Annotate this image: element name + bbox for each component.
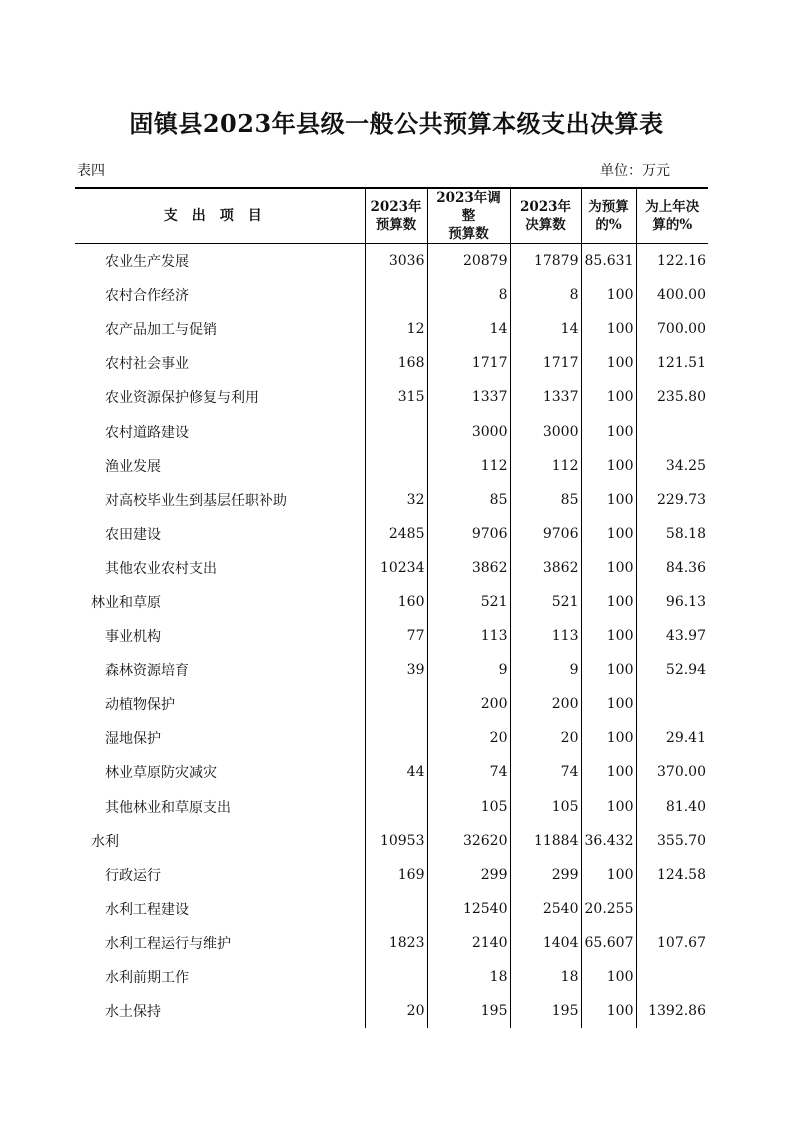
table-row <box>75 858 708 892</box>
cell-final-account: 14 <box>510 312 581 346</box>
cell-final-account: 113 <box>510 619 581 653</box>
cell-pct-last-year: 34.25 <box>636 449 708 483</box>
cell-budget: 10234 <box>365 551 427 585</box>
cell-final-account: 85 <box>510 483 581 517</box>
row-name: 水土保持 <box>105 1004 161 1021</box>
cell-budget <box>365 892 427 926</box>
row-name: 农业资源保护修复与利用 <box>105 390 259 407</box>
table-row <box>75 380 708 414</box>
row-name: 林业和草原 <box>91 594 161 611</box>
cell-final-account: 1717 <box>510 346 581 380</box>
cell-budget: 44 <box>365 755 427 789</box>
cell-final-account: 200 <box>510 687 581 721</box>
row-name: 其他林业和草原支出 <box>105 799 231 816</box>
row-name: 农村社会事业 <box>105 356 189 373</box>
cell-pct-last-year <box>636 414 708 448</box>
cell-pct-budget: 100 <box>581 483 636 517</box>
cell-pct-budget: 36.432 <box>581 824 636 858</box>
cell-pct-budget: 100 <box>581 414 636 448</box>
cell-budget <box>365 687 427 721</box>
cell-budget <box>365 790 427 824</box>
cell-pct-budget: 100 <box>581 960 636 994</box>
cell-pct-last-year: 1392.86 <box>636 994 708 1028</box>
header-pct-budget: 为预算 的% <box>581 188 636 244</box>
cell-pct-last-year: 370.00 <box>636 755 708 789</box>
row-name: 湿地保护 <box>105 731 161 748</box>
row-name: 农村合作经济 <box>105 288 189 305</box>
cell-pct-last-year: 58.18 <box>636 517 708 551</box>
cell-adjusted-budget: 8 <box>427 278 510 312</box>
row-name: 农田建设 <box>105 526 161 543</box>
cell-final-account: 521 <box>510 585 581 619</box>
cell-adjusted-budget: 85 <box>427 483 510 517</box>
table-row <box>75 278 708 312</box>
row-name: 行政运行 <box>105 867 161 884</box>
table-row <box>75 994 708 1028</box>
header-pct-last-year: 为上年决 算的% <box>636 188 708 244</box>
cell-pct-budget: 100 <box>581 721 636 755</box>
row-name: 农业生产发展 <box>105 254 189 271</box>
header-final-account: 2023年 决算数 <box>510 188 581 244</box>
cell-pct-budget: 100 <box>581 858 636 892</box>
cell-final-account: 195 <box>510 994 581 1028</box>
row-name: 渔业发展 <box>105 458 161 475</box>
cell-budget: 10953 <box>365 824 427 858</box>
cell-pct-last-year: 29.41 <box>636 721 708 755</box>
cell-pct-last-year: 122.16 <box>636 244 708 279</box>
cell-pct-budget: 100 <box>581 517 636 551</box>
cell-final-account: 3000 <box>510 414 581 448</box>
cell-budget <box>365 721 427 755</box>
cell-pct-budget: 85.631 <box>581 244 636 279</box>
cell-budget <box>365 278 427 312</box>
cell-final-account: 3862 <box>510 551 581 585</box>
cell-budget: 168 <box>365 346 427 380</box>
cell-adjusted-budget: 12540 <box>427 892 510 926</box>
cell-final-account: 9706 <box>510 517 581 551</box>
cell-pct-budget: 100 <box>581 755 636 789</box>
cell-pct-last-year: 235.80 <box>636 380 708 414</box>
row-name: 农村道路建设 <box>105 424 189 441</box>
row-name: 对高校毕业生到基层任职补助 <box>105 492 287 509</box>
cell-final-account: 11884 <box>510 824 581 858</box>
cell-adjusted-budget: 113 <box>427 619 510 653</box>
cell-budget <box>365 960 427 994</box>
cell-final-account: 299 <box>510 858 581 892</box>
cell-pct-last-year: 121.51 <box>636 346 708 380</box>
cell-pct-last-year: 96.13 <box>636 585 708 619</box>
cell-pct-last-year: 81.40 <box>636 790 708 824</box>
cell-pct-budget: 100 <box>581 619 636 653</box>
cell-budget: 20 <box>365 994 427 1028</box>
table-row <box>75 449 708 483</box>
table-row <box>75 312 708 346</box>
cell-adjusted-budget: 18 <box>427 960 510 994</box>
cell-budget <box>365 449 427 483</box>
cell-final-account: 105 <box>510 790 581 824</box>
row-name: 农产品加工与促销 <box>105 322 217 339</box>
cell-pct-budget: 100 <box>581 449 636 483</box>
cell-adjusted-budget: 3862 <box>427 551 510 585</box>
row-name: 水利前期工作 <box>105 970 189 987</box>
cell-budget: 12 <box>365 312 427 346</box>
cell-final-account: 20 <box>510 721 581 755</box>
cell-pct-last-year: 400.00 <box>636 278 708 312</box>
table-row <box>75 619 708 653</box>
row-name: 水利工程运行与维护 <box>105 935 231 952</box>
table-row <box>75 244 708 279</box>
table-body <box>75 244 708 1029</box>
cell-budget: 32 <box>365 483 427 517</box>
cell-budget: 2485 <box>365 517 427 551</box>
table-header <box>75 188 708 244</box>
page-title: 固镇县2023年县级一般公共预算本级支出决算表 <box>129 109 664 138</box>
cell-budget: 1823 <box>365 926 427 960</box>
table-row <box>75 585 708 619</box>
cell-pct-budget: 100 <box>581 312 636 346</box>
cell-pct-last-year: 229.73 <box>636 483 708 517</box>
table-row <box>75 414 708 448</box>
cell-budget: 315 <box>365 380 427 414</box>
cell-adjusted-budget: 20 <box>427 721 510 755</box>
table-row <box>75 687 708 721</box>
cell-final-account: 8 <box>510 278 581 312</box>
cell-pct-budget: 65.607 <box>581 926 636 960</box>
header-adjusted-budget: 2023年调整 预算数 <box>427 188 510 244</box>
cell-pct-budget: 100 <box>581 551 636 585</box>
cell-pct-budget: 100 <box>581 653 636 687</box>
cell-budget: 3036 <box>365 244 427 279</box>
table-row <box>75 517 708 551</box>
row-name: 林业草原防灾减灾 <box>105 765 217 782</box>
cell-budget: 169 <box>365 858 427 892</box>
cell-final-account: 2540 <box>510 892 581 926</box>
cell-pct-last-year <box>636 687 708 721</box>
cell-pct-last-year: 52.94 <box>636 653 708 687</box>
cell-adjusted-budget: 521 <box>427 585 510 619</box>
cell-adjusted-budget: 9706 <box>427 517 510 551</box>
cell-pct-budget: 100 <box>581 790 636 824</box>
cell-pct-last-year: 84.36 <box>636 551 708 585</box>
table-row <box>75 551 708 585</box>
cell-pct-budget: 100 <box>581 278 636 312</box>
cell-adjusted-budget: 105 <box>427 790 510 824</box>
header-budget: 2023年 预算数 <box>365 188 427 244</box>
cell-adjusted-budget: 74 <box>427 755 510 789</box>
cell-final-account: 1404 <box>510 926 581 960</box>
row-name: 其他农业农村支出 <box>105 560 217 577</box>
table-row <box>75 892 708 926</box>
row-name: 森林资源培育 <box>105 663 189 680</box>
cell-adjusted-budget: 200 <box>427 687 510 721</box>
row-name: 水利 <box>91 833 119 850</box>
cell-adjusted-budget: 3000 <box>427 414 510 448</box>
cell-pct-budget: 100 <box>581 346 636 380</box>
cell-budget <box>365 414 427 448</box>
row-name: 水利工程建设 <box>105 901 189 918</box>
cell-pct-budget: 100 <box>581 380 636 414</box>
cell-pct-last-year: 124.58 <box>636 858 708 892</box>
table-number: 表四 <box>77 163 105 179</box>
table-row <box>75 653 708 687</box>
table-row <box>75 790 708 824</box>
cell-pct-last-year <box>636 960 708 994</box>
table-row <box>75 755 708 789</box>
cell-final-account: 18 <box>510 960 581 994</box>
cell-final-account: 112 <box>510 449 581 483</box>
cell-pct-budget: 20.255 <box>581 892 636 926</box>
table-row <box>75 721 708 755</box>
cell-final-account: 1337 <box>510 380 581 414</box>
budget-table <box>75 187 708 1028</box>
cell-pct-budget: 100 <box>581 585 636 619</box>
cell-pct-last-year: 700.00 <box>636 312 708 346</box>
cell-adjusted-budget: 1717 <box>427 346 510 380</box>
table-row <box>75 824 708 858</box>
cell-pct-last-year <box>636 892 708 926</box>
cell-adjusted-budget: 112 <box>427 449 510 483</box>
cell-adjusted-budget: 1337 <box>427 380 510 414</box>
cell-pct-last-year: 43.97 <box>636 619 708 653</box>
cell-final-account: 9 <box>510 653 581 687</box>
cell-pct-budget: 100 <box>581 994 636 1028</box>
cell-adjusted-budget: 14 <box>427 312 510 346</box>
table-row <box>75 960 708 994</box>
table-row <box>75 926 708 960</box>
cell-pct-last-year: 107.67 <box>636 926 708 960</box>
cell-adjusted-budget: 2140 <box>427 926 510 960</box>
cell-final-account: 74 <box>510 755 581 789</box>
cell-budget: 160 <box>365 585 427 619</box>
unit-label: 单位：万元 <box>600 163 670 179</box>
cell-pct-budget: 100 <box>581 687 636 721</box>
cell-final-account: 17879 <box>510 244 581 279</box>
cell-budget: 39 <box>365 653 427 687</box>
cell-pct-last-year: 355.70 <box>636 824 708 858</box>
table-row <box>75 483 708 517</box>
cell-adjusted-budget: 20879 <box>427 244 510 279</box>
table-row <box>75 346 708 380</box>
cell-adjusted-budget: 195 <box>427 994 510 1028</box>
row-name: 动植物保护 <box>105 697 175 714</box>
cell-adjusted-budget: 9 <box>427 653 510 687</box>
header-name: 支出项目 <box>75 188 365 244</box>
cell-budget: 77 <box>365 619 427 653</box>
cell-adjusted-budget: 299 <box>427 858 510 892</box>
cell-adjusted-budget: 32620 <box>427 824 510 858</box>
row-name: 事业机构 <box>105 629 161 646</box>
